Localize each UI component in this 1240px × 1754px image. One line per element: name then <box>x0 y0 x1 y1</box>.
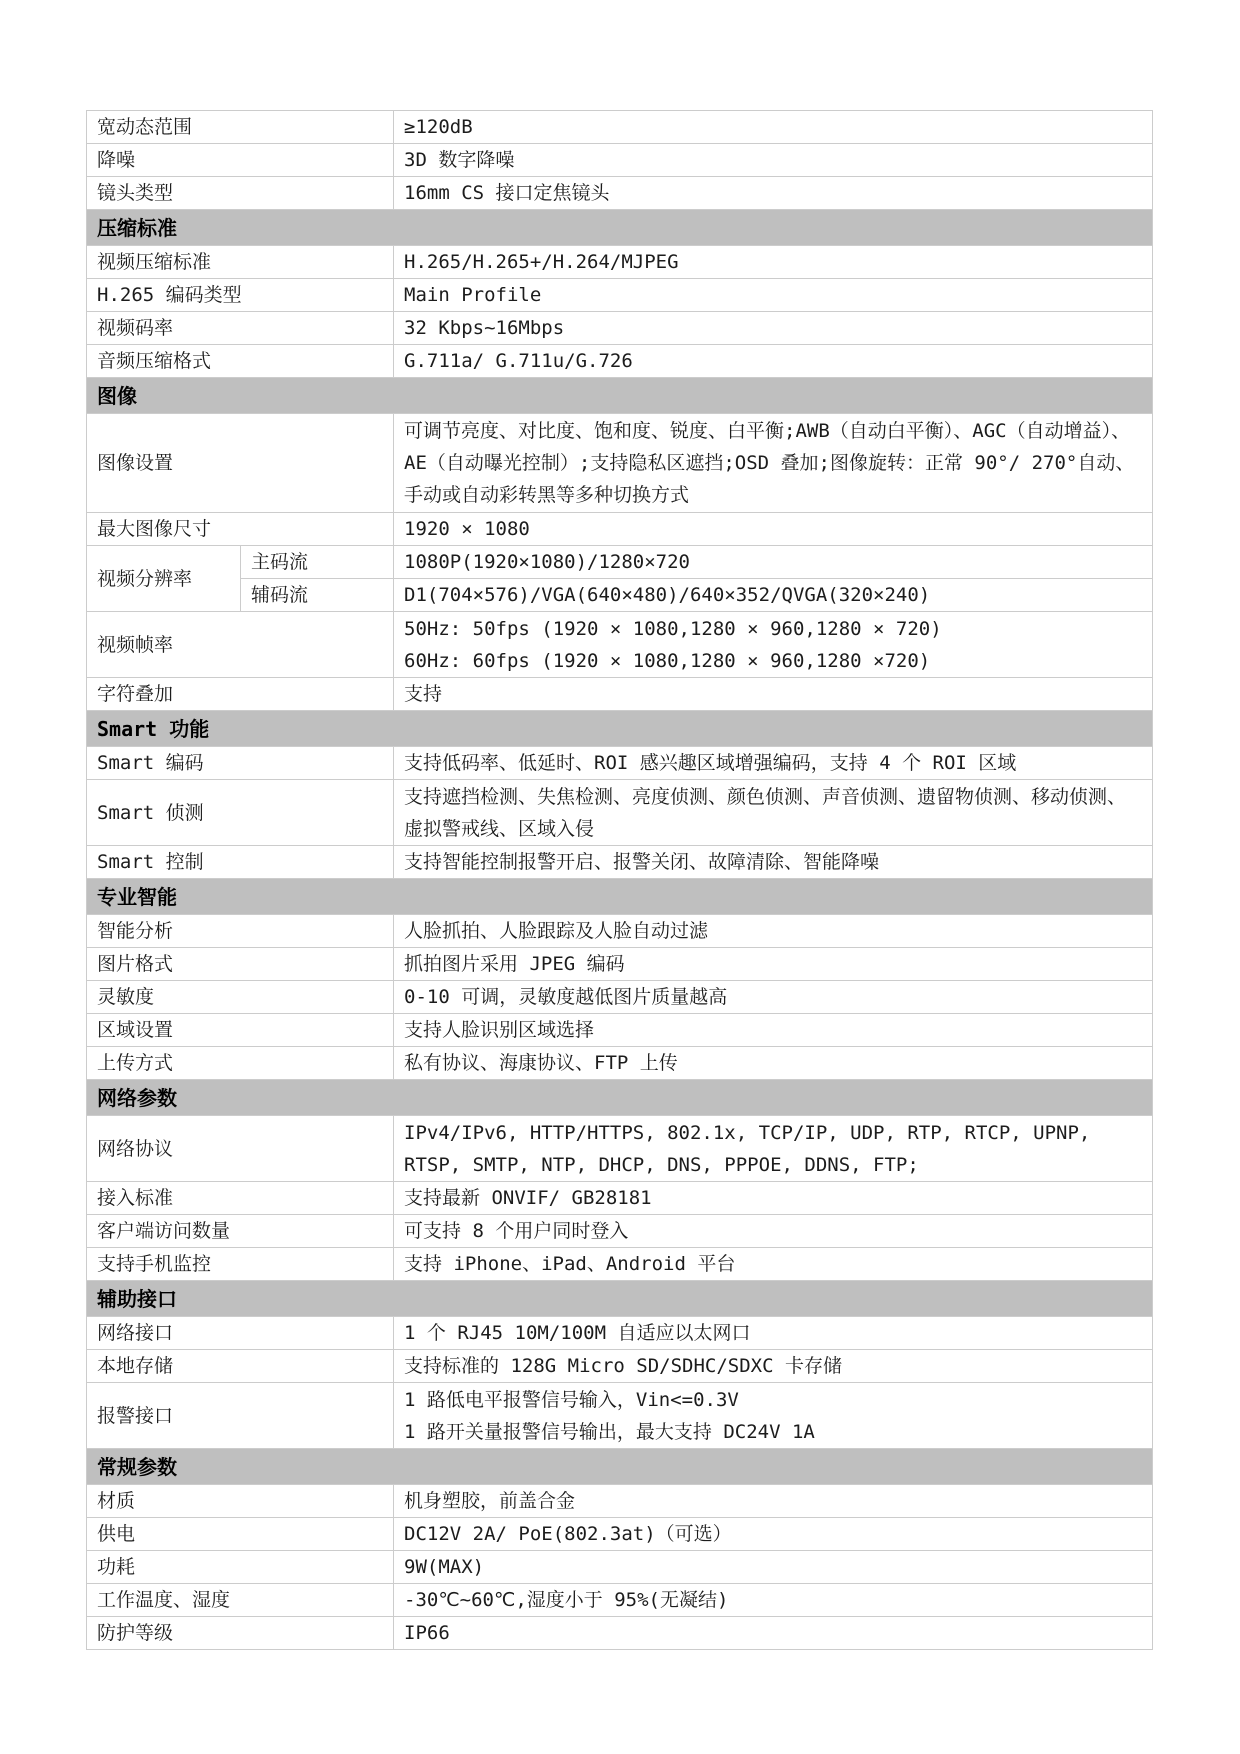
table-row <box>87 1317 1153 1350</box>
table-row <box>87 1350 1153 1383</box>
table-row <box>87 1215 1153 1248</box>
row-label: 支持手机监控 <box>87 1248 394 1281</box>
row-label: Smart 编码 <box>87 747 394 780</box>
section-row <box>87 879 1153 915</box>
table-row <box>87 1551 1153 1584</box>
row-value: 支持 iPhone、iPad、Android 平台 <box>394 1248 1153 1281</box>
row-value: 16mm CS 接口定焦镜头 <box>394 177 1153 210</box>
row-label: 网络接口 <box>87 1317 394 1350</box>
table-row <box>87 747 1153 780</box>
table-row <box>87 246 1153 279</box>
row-value: 支持低码率、低延时、ROI 感兴趣区域增强编码，支持 4 个 ROI 区域 <box>394 747 1153 780</box>
row-label: 客户端访问数量 <box>87 1215 394 1248</box>
table-row <box>87 1584 1153 1617</box>
section-header: 压缩标准 <box>87 210 1153 246</box>
row-label: H.265 编码类型 <box>87 279 394 312</box>
row-label: 视频分辨率 <box>87 546 241 612</box>
table-row <box>87 513 1153 546</box>
row-value: ≥120dB <box>394 111 1153 144</box>
section-header: 常规参数 <box>87 1449 1153 1485</box>
row-value-line: 1 路开关量报警信号输出，最大支持 DC24V 1A <box>404 1420 815 1443</box>
row-value: 0-10 可调，灵敏度越低图片质量越高 <box>394 981 1153 1014</box>
row-label: 图像设置 <box>87 414 394 513</box>
section-header: Smart 功能 <box>87 711 1153 747</box>
row-label: 工作温度、湿度 <box>87 1584 394 1617</box>
section-header: 辅助接口 <box>87 1281 1153 1317</box>
row-value: 32 Kbps~16Mbps <box>394 312 1153 345</box>
table-row <box>87 1383 1153 1449</box>
row-value: 1080P(1920×1080)/1280×720 <box>394 546 1153 579</box>
row-value: IP66 <box>394 1617 1153 1650</box>
row-label: 图片格式 <box>87 948 394 981</box>
row-value <box>394 612 1153 678</box>
row-label: 上传方式 <box>87 1047 394 1080</box>
table-row <box>87 345 1153 378</box>
row-label: 音频压缩格式 <box>87 345 394 378</box>
table-row <box>87 1116 1153 1182</box>
table-row <box>87 1182 1153 1215</box>
row-value: 9W(MAX) <box>394 1551 1153 1584</box>
row-value: 1 个 RJ45 10M/100M 自适应以太网口 <box>394 1317 1153 1350</box>
row-sublabel: 辅码流 <box>241 579 394 612</box>
table-row <box>87 414 1153 513</box>
row-value: 人脸抓拍、人脸跟踪及人脸自动过滤 <box>394 915 1153 948</box>
row-label: 防护等级 <box>87 1617 394 1650</box>
section-row <box>87 1080 1153 1116</box>
row-value-line: 50Hz: 50fps (1920 × 1080,1280 × 960,1280 × 720) <box>404 617 942 640</box>
row-value: Main Profile <box>394 279 1153 312</box>
table-row <box>87 1518 1153 1551</box>
row-value-line: 60Hz: 60fps (1920 × 1080,1280 × 960,1280 ×720) <box>404 649 931 672</box>
row-value: 抓拍图片采用 JPEG 编码 <box>394 948 1153 981</box>
row-label: 镜头类型 <box>87 177 394 210</box>
spec-table <box>86 110 1153 1650</box>
table-row <box>87 981 1153 1014</box>
table-row <box>87 1485 1153 1518</box>
row-label: 材质 <box>87 1485 394 1518</box>
section-header: 网络参数 <box>87 1080 1153 1116</box>
table-row <box>87 780 1153 846</box>
row-label: 接入标准 <box>87 1182 394 1215</box>
row-label: 视频帧率 <box>87 612 394 678</box>
row-value: -30℃~60℃,湿度小于 95%(无凝结) <box>394 1584 1153 1617</box>
row-value-line: 1 路低电平报警信号输入，Vin<=0.3V <box>404 1388 739 1411</box>
row-value: H.265/H.265+/H.264/MJPEG <box>394 246 1153 279</box>
section-row <box>87 1449 1153 1485</box>
table-row <box>87 1014 1153 1047</box>
table-row <box>87 948 1153 981</box>
row-label: 灵敏度 <box>87 981 394 1014</box>
row-value: 可调节亮度、对比度、饱和度、锐度、白平衡;AWB（自动白平衡）、AGC（自动增益）、AE（自动曝光控制）;支持隐私区遮挡;OSD 叠加;图像旋转：正常 90°/ 270°自动、手动或自动彩转黑等多种切换方式 <box>394 414 1153 513</box>
table-row <box>87 111 1153 144</box>
row-value: 3D 数字降噪 <box>394 144 1153 177</box>
section-row <box>87 210 1153 246</box>
table-row <box>87 1047 1153 1080</box>
section-header: 专业智能 <box>87 879 1153 915</box>
table-row <box>87 915 1153 948</box>
row-value <box>394 1383 1153 1449</box>
row-value: 私有协议、海康协议、FTP 上传 <box>394 1047 1153 1080</box>
spec-table-body <box>87 111 1153 1650</box>
section-header: 图像 <box>87 378 1153 414</box>
section-row <box>87 711 1153 747</box>
table-row <box>87 144 1153 177</box>
row-value: D1(704×576)/VGA(640×480)/640×352/QVGA(320×240) <box>394 579 1153 612</box>
table-row <box>87 579 1153 612</box>
row-value: IPv4/IPv6, HTTP/HTTPS, 802.1x, TCP/IP, UDP, RTP, RTCP, UPNP, RTSP, SMTP, NTP, DHCP, DNS, PPPOE, DDNS, FTP; <box>394 1116 1153 1182</box>
row-value: 支持遮挡检测、失焦检测、亮度侦测、颜色侦测、声音侦测、遗留物侦测、移动侦测、虚拟警戒线、区域入侵 <box>394 780 1153 846</box>
row-sublabel: 主码流 <box>241 546 394 579</box>
row-label: 宽动态范围 <box>87 111 394 144</box>
row-value: 机身塑胶，前盖合金 <box>394 1485 1153 1518</box>
row-value: 支持人脸识别区域选择 <box>394 1014 1153 1047</box>
row-value: 可支持 8 个用户同时登入 <box>394 1215 1153 1248</box>
row-value: DC12V 2A/ PoE(802.3at)（可选） <box>394 1518 1153 1551</box>
row-label: 功耗 <box>87 1551 394 1584</box>
row-label: 视频码率 <box>87 312 394 345</box>
table-row <box>87 1617 1153 1650</box>
row-label: 最大图像尺寸 <box>87 513 394 546</box>
row-value: G.711a/ G.711u/G.726 <box>394 345 1153 378</box>
table-row <box>87 612 1153 678</box>
row-label: 视频压缩标准 <box>87 246 394 279</box>
row-label: 智能分析 <box>87 915 394 948</box>
section-row <box>87 378 1153 414</box>
table-row <box>87 312 1153 345</box>
table-row <box>87 1248 1153 1281</box>
row-label: 区域设置 <box>87 1014 394 1047</box>
row-label: 网络协议 <box>87 1116 394 1182</box>
row-value: 支持标准的 128G Micro SD/SDHC/SDXC 卡存储 <box>394 1350 1153 1383</box>
row-label: 字符叠加 <box>87 678 394 711</box>
table-row <box>87 177 1153 210</box>
table-row <box>87 678 1153 711</box>
row-label: 供电 <box>87 1518 394 1551</box>
table-row <box>87 546 1153 579</box>
row-label: Smart 控制 <box>87 846 394 879</box>
row-label: 降噪 <box>87 144 394 177</box>
row-label: 报警接口 <box>87 1383 394 1449</box>
section-row <box>87 1281 1153 1317</box>
row-value: 1920 × 1080 <box>394 513 1153 546</box>
row-value: 支持智能控制报警开启、报警关闭、故障清除、智能降噪 <box>394 846 1153 879</box>
row-label: Smart 侦测 <box>87 780 394 846</box>
table-row <box>87 846 1153 879</box>
row-value: 支持 <box>394 678 1153 711</box>
row-value: 支持最新 ONVIF/ GB28181 <box>394 1182 1153 1215</box>
table-row <box>87 279 1153 312</box>
row-label: 本地存储 <box>87 1350 394 1383</box>
